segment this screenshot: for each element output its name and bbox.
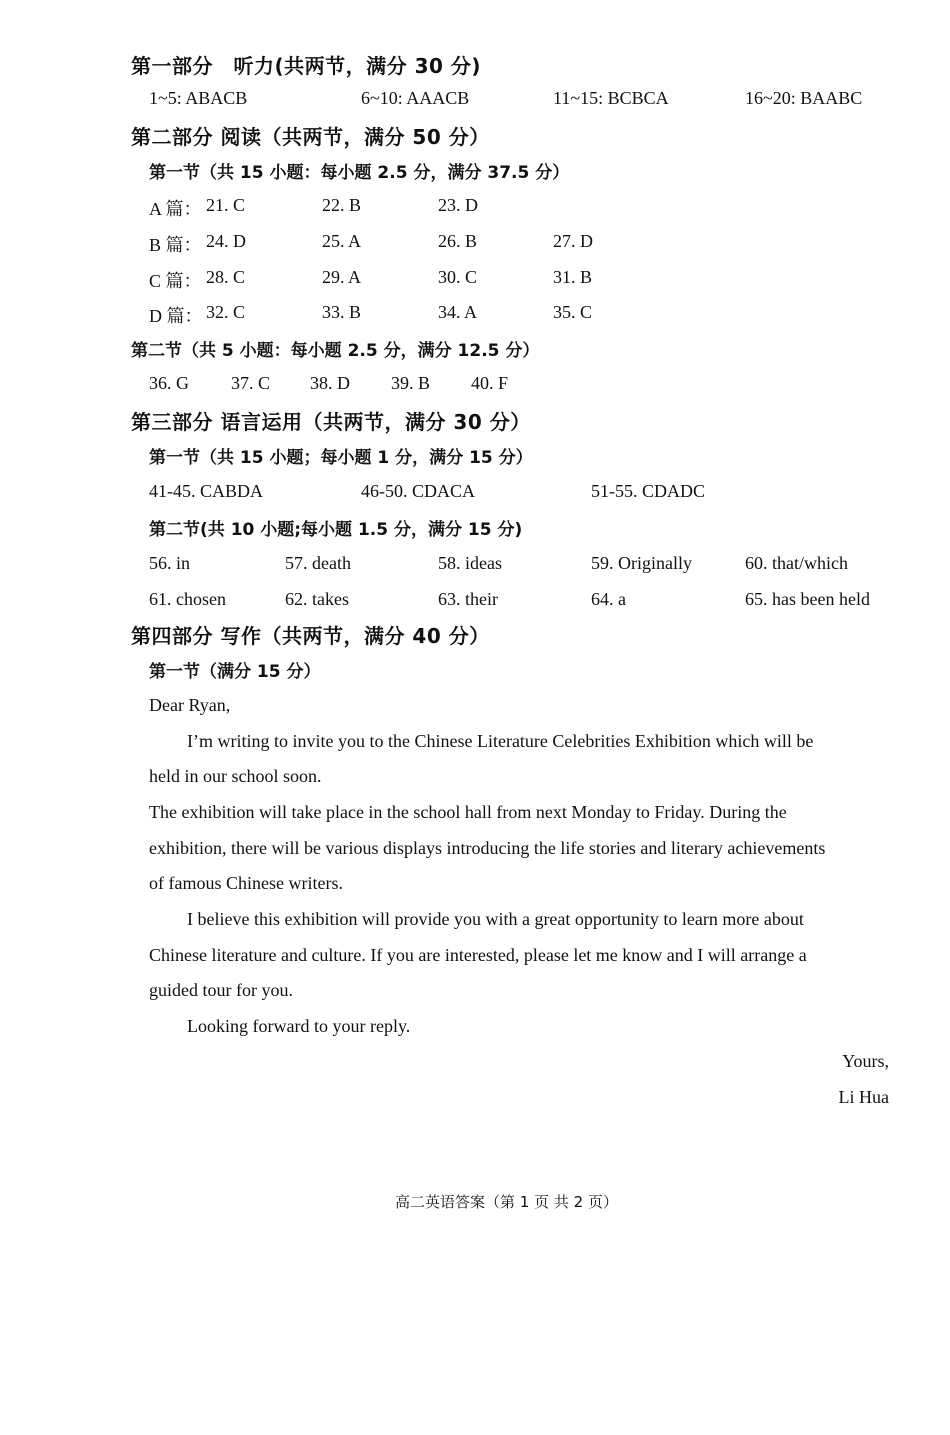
passage-d-label: D 篇： [149, 306, 203, 326]
answer-item: 63. their [438, 589, 498, 609]
part2-section1-heading: 第一节（共 15 小题：每小题 2.5 分，满分 37.5 分） [149, 163, 570, 183]
answer-item: 24. D [206, 231, 246, 251]
part1-heading: 第一部分 听力(共两节，满分 30 分) [131, 54, 482, 78]
answer-item: 60. that/which [745, 553, 848, 573]
part1-answer-group: 1~5: ABACB [149, 88, 248, 108]
letter-line: Chinese literature and culture. If you are interested, please let me know and I will arrange a [149, 945, 807, 965]
part1-answer-group: 11~15: BCBCA [553, 88, 669, 108]
answer-item: 22. B [322, 195, 362, 215]
part3-heading: 第三部分 语言运用（共两节，满分 30 分） [131, 410, 531, 434]
letter-line: of famous Chinese writers. [149, 873, 343, 893]
part1-answer-group: 6~10: AAACB [361, 88, 470, 108]
answer-item: 65. has been held [745, 589, 870, 609]
part3-section2-heading: 第二节(共 10 小题;每小题 1.5 分，满分 15 分) [149, 520, 523, 540]
answer-item: 37. C [231, 373, 271, 393]
answer-item: 35. C [553, 302, 593, 322]
answer-item: 33. B [322, 302, 362, 322]
answer-item: 23. D [438, 195, 478, 215]
part4-heading: 第四部分 写作（共两节，满分 40 分） [131, 624, 490, 648]
part2-heading: 第二部分 阅读（共两节，满分 50 分） [131, 125, 490, 149]
letter-signature: Li Hua [838, 1087, 889, 1107]
letter-greeting: Dear Ryan, [149, 695, 231, 715]
answer-item: 29. A [322, 267, 362, 287]
letter-line: exhibition, there will be various displays introducing the life stories and literary achievements [149, 838, 826, 858]
answer-item: 62. takes [285, 589, 349, 609]
letter-line: guided tour for you. [149, 980, 293, 1000]
answer-group: 46-50. CDACA [361, 481, 476, 501]
part3-section1-heading: 第一节（共 15 小题；每小题 1 分，满分 15 分） [149, 448, 533, 468]
answer-item: 57. death [285, 553, 351, 573]
answer-item: 34. A [438, 302, 478, 322]
part2-section2-heading: 第二节（共 5 小题：每小题 2.5 分，满分 12.5 分） [131, 341, 540, 361]
answer-item: 36. G [149, 373, 189, 393]
answer-item: 64. a [591, 589, 626, 609]
answer-item: 38. D [310, 373, 350, 393]
passage-b-label: B 篇： [149, 235, 202, 255]
part4-section1-heading: 第一节（满分 15 分） [149, 662, 321, 682]
letter-closing: Yours, [842, 1051, 889, 1071]
answer-item: 31. B [553, 267, 593, 287]
letter-line: held in our school soon. [149, 766, 322, 786]
answer-item: 59. Originally [591, 553, 692, 573]
answer-item: 61. chosen [149, 589, 226, 609]
answer-group: 41-45. CABDA [149, 481, 264, 501]
answer-item: 27. D [553, 231, 593, 251]
answer-item: 32. C [206, 302, 246, 322]
answer-item: 26. B [438, 231, 478, 251]
answer-item: 25. A [322, 231, 362, 251]
answer-group: 51-55. CDADC [591, 481, 706, 501]
answer-item: 30. C [438, 267, 478, 287]
letter-line: I’m writing to invite you to the Chinese Literature Celebrities Exhibition which will be [187, 731, 814, 751]
answer-item: 21. C [206, 195, 246, 215]
answer-item: 56. in [149, 553, 191, 573]
letter-line: I believe this exhibition will provide you with a great opportunity to learn more about [187, 909, 804, 929]
letter-line: The exhibition will take place in the school hall from next Monday to Friday. During the [149, 802, 787, 822]
passage-c-label: C 篇： [149, 271, 202, 291]
answer-item: 58. ideas [438, 553, 502, 573]
page-footer: 高二英语答案（第 1 页 共 2 页） [395, 1193, 618, 1211]
passage-a-label: A 篇： [149, 199, 202, 219]
part1-answer-group: 16~20: BAABC [745, 88, 863, 108]
answer-item: 40. F [471, 373, 509, 393]
letter-line: Looking forward to your reply. [187, 1016, 411, 1036]
answer-item: 39. B [391, 373, 431, 393]
answer-item: 28. C [206, 267, 246, 287]
